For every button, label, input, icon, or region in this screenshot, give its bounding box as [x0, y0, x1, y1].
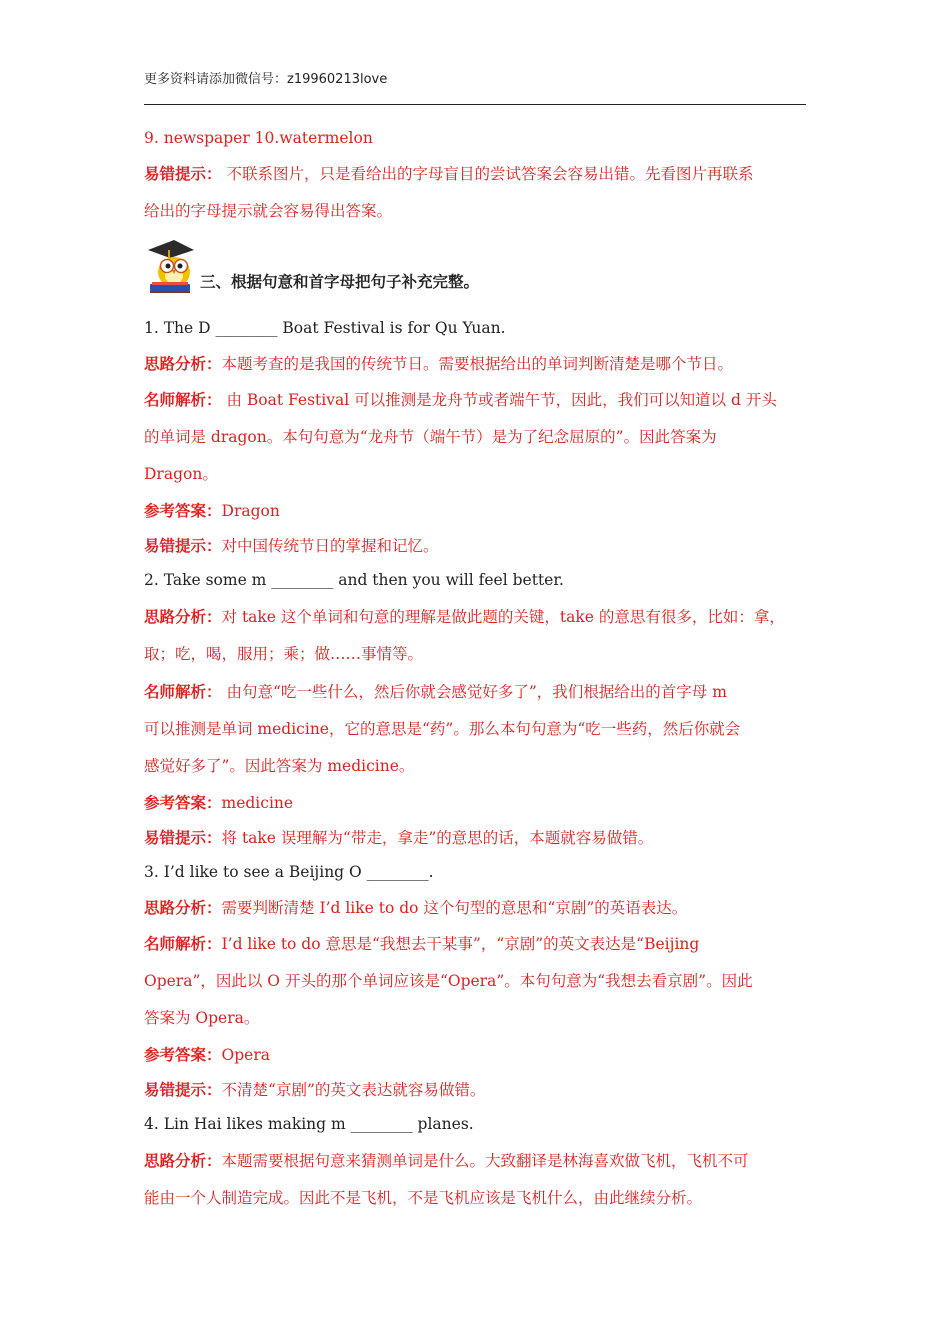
question-2-text: 2. Take some m ________ and then you will feel better.	[144, 571, 564, 589]
answer-text: Opera	[221, 1046, 270, 1064]
question-3-block	[144, 855, 808, 1107]
analysis-text-1: 本题需要根据句意来猜测单词是什么。大致翻译是林海喜欢做飞机，飞机不可	[221, 1152, 749, 1170]
teacher-label: 名师解析：	[144, 682, 222, 701]
q3-teacher-explanation	[144, 925, 808, 1037]
document-content	[144, 124, 808, 1217]
teacher-label: 名师解析：	[144, 390, 222, 409]
answer-label: 参考答案：	[144, 501, 222, 520]
teacher-text-3: 答案为 Opera。	[144, 1009, 260, 1027]
error-tip-text-2: 给出的字母提示就会容易得出答案。	[144, 202, 393, 220]
teacher-text-3: Dragon。	[144, 465, 218, 483]
tip-text: 不清楚“京剧”的英文表达就容易做错。	[221, 1081, 486, 1099]
answer-label: 参考答案：	[144, 1045, 222, 1064]
analysis-label: 思路分析：	[144, 607, 222, 626]
answer-text: Dragon	[221, 502, 280, 520]
answers-line: 9. newspaper 10.watermelon	[144, 129, 373, 147]
q1-answer	[144, 493, 808, 528]
analysis-text: 本题考查的是我国的传统节日。需要根据给出的单词判断清楚是哪个节日。	[221, 355, 734, 373]
answer-label: 参考答案：	[144, 793, 222, 812]
analysis-label: 思路分析：	[144, 898, 222, 917]
teacher-text-1: 由 Boat Festival 可以推测是龙舟节或者端午节，因此，我们可以知道以 d 开头	[221, 391, 777, 409]
analysis-label: 思路分析：	[144, 354, 222, 373]
header-divider	[144, 104, 806, 105]
q2-teacher-explanation	[144, 673, 808, 785]
tip-label: 易错提示：	[144, 828, 222, 847]
q3-analysis	[144, 890, 808, 925]
q3-tip	[144, 1072, 808, 1107]
q2-tip	[144, 820, 808, 855]
teacher-text-1: 由句意“吃一些什么，然后你就会感觉好多了”，我们根据给出的首字母 m	[221, 683, 727, 701]
analysis-text-2: 能由一个人制造完成。因此不是飞机，不是飞机应该是飞机什么，由此继续分析。	[144, 1189, 703, 1207]
tip-text: 将 take 误理解为“带走，拿走”的意思的话，本题就容易做错。	[221, 829, 654, 847]
q1-tip	[144, 528, 808, 563]
question-2-block	[144, 563, 808, 855]
tip-text: 对中国传统节日的掌握和记忆。	[221, 537, 439, 555]
error-tip-paragraph	[144, 155, 808, 230]
question-4-text: 4. Lin Hai likes making m ________ planes.	[144, 1115, 474, 1133]
q1-analysis	[144, 346, 808, 381]
q3-answer	[144, 1037, 808, 1072]
page-header: 更多资料请添加微信号：z19960213love	[144, 72, 388, 87]
teacher-text-1: I’d like to do 意思是“我想去干某事”，“京剧”的英文表达是“Beijing	[221, 935, 700, 953]
teacher-text-3: 感觉好多了”。因此答案为 medicine。	[144, 757, 415, 775]
analysis-label: 思路分析：	[144, 1151, 222, 1170]
q4-analysis	[144, 1142, 808, 1217]
error-tip-text: 不联系图片，只是看给出的字母盲目的尝试答案会容易出错。先看图片再联系	[221, 165, 754, 183]
question-4-block	[144, 1107, 808, 1217]
analysis-text: 需要判断清楚 I’d like to do 这个句型的意思和“京剧”的英语表达。	[221, 899, 688, 917]
tip-label: 易错提示：	[144, 536, 222, 555]
analysis-text-2: 取；吃，喝，服用；乘；做……事情等。	[144, 645, 424, 663]
question-1-block	[144, 311, 808, 563]
tip-label: 易错提示：	[144, 1080, 222, 1099]
error-tip-label: 易错提示：	[144, 164, 222, 183]
owl-scholar-icon	[144, 238, 196, 294]
section-heading	[144, 238, 808, 294]
question-3-text: 3. I’d like to see a Beijing O ________.	[144, 863, 434, 881]
question-1-text: 1. The D ________ Boat Festival is for Qu Yuan.	[144, 319, 506, 337]
q2-analysis	[144, 598, 808, 673]
q1-teacher-explanation	[144, 381, 808, 493]
analysis-text-1: 对 take 这个单词和句意的理解是做此题的关键，take 的意思有很多，比如：拿，	[221, 608, 785, 626]
q2-answer	[144, 785, 808, 820]
answer-text: medicine	[221, 794, 294, 812]
section-title: 三、根据句意和首字母把句子补充完整。	[200, 273, 480, 291]
teacher-text-2: 可以推测是单词 medicine，它的意思是“药”。那么本句句意为“吃一些药，然后你就会	[144, 720, 741, 738]
teacher-text-2: Opera”，因此以 O 开头的那个单词应该是“Opera”。本句句意为“我想去看京剧”。因此	[144, 972, 753, 990]
teacher-label: 名师解析：	[144, 934, 222, 953]
teacher-text-2: 的单词是 dragon。本句句意为“龙舟节（端午节）是为了纪念屈原的”。因此答案为	[144, 428, 717, 446]
